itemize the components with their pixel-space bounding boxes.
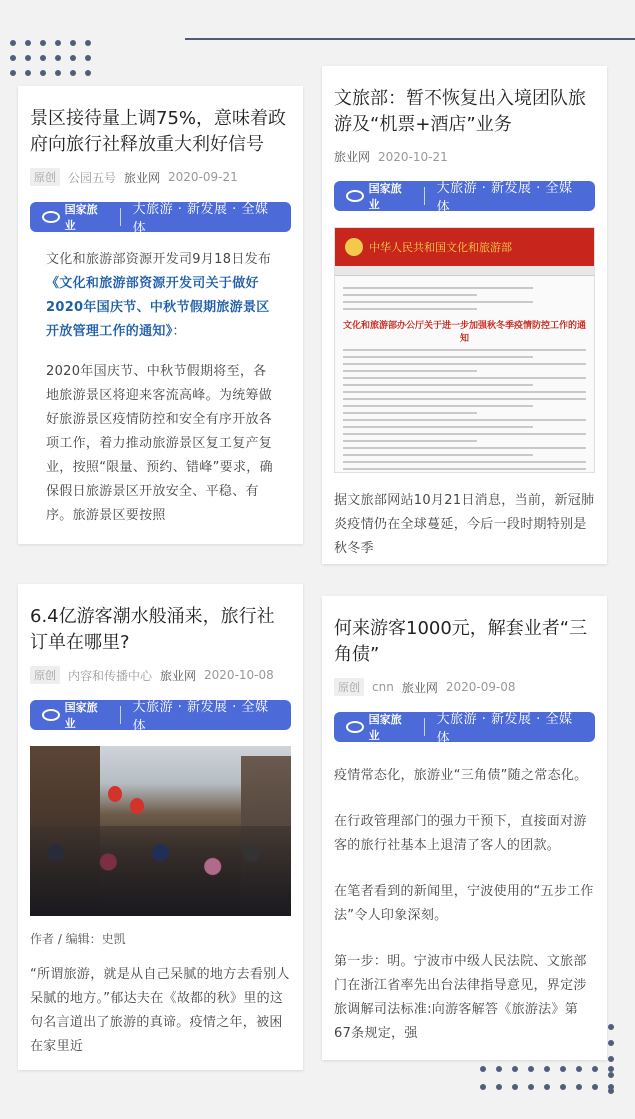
eye-logo-icon (42, 211, 60, 223)
brand-slogan: 大旅游 · 新发展 · 全媒体 (132, 700, 269, 734)
brand-banner (334, 181, 595, 215)
article-source[interactable]: 旅业网 (160, 668, 197, 683)
article-author: 公园五号 (68, 170, 117, 185)
article-paragraph: “所谓旅游，就是从自己呆腻的地方去看别人呆腻的地方。”郁达夫在《故都的秋》里的这句名言道出了旅游的真谛。疫情之年，被困在家里近 (30, 967, 290, 1054)
article-author: 内容和传播中心 (68, 668, 153, 683)
article-paragraph: 据文旅部网站10月21日消息，当前，新冠肺炎疫情仍在全球蔓延，今后一段时期特别是秋冬季 (334, 493, 595, 556)
article-source[interactable]: 旅业网 (401, 680, 438, 695)
article-byline: 作者 / 编辑：史凯 (30, 932, 126, 946)
article-author: cnn (372, 680, 394, 694)
brand-logo: 国家旅业 (42, 699, 108, 731)
article-title[interactable]: 6.4亿游客潮水般涌来，旅行社订单在哪里? (30, 606, 275, 653)
brand-banner (334, 712, 595, 746)
brand-slogan: 大旅游 · 新发展 · 全媒体 (132, 202, 269, 236)
article-meta (322, 668, 607, 696)
original-badge: 原创 (30, 666, 60, 684)
brand-logo: 国家旅业 (346, 180, 412, 212)
eye-logo-icon (346, 721, 364, 733)
eye-logo-icon (346, 190, 364, 202)
article-body (322, 764, 607, 1046)
top-divider-line (185, 38, 635, 40)
doc-title: 文化和旅游部办公厅关于进一步加强秋冬季疫情防控工作的通知 (343, 321, 587, 344)
document-screenshot-image[interactable] (334, 227, 595, 473)
banner-separator (120, 208, 121, 226)
brand-banner (30, 700, 291, 734)
article-card-3[interactable] (18, 584, 303, 1070)
article-paragraph: 在笔者看到的新闻里，宁波使用的“五步工作法”令人印象深刻。 (334, 884, 594, 923)
banner-separator (424, 718, 425, 736)
article-title[interactable]: 何来游客1000元，解套业者“三角债” (334, 618, 588, 665)
article-meta (322, 138, 607, 165)
article-meta (18, 656, 303, 684)
article-paragraph: 文化和旅游部资源开发司9月18日发布《文化和旅游部资源开发司关于做好2020年国庆节、中秋节假期旅游景区开放管理工作的通知》： (46, 252, 272, 339)
article-date: 2020-10-08 (204, 668, 274, 682)
article-paragraph: 疫情常态化，旅游业“三角债”随之常态化。 (334, 768, 588, 783)
brand-slogan: 大旅游 · 新发展 · 全媒体 (436, 712, 573, 746)
article-paragraph: 在行政管理部门的强力干预下，直接面对游客的旅行社基本上退清了客人的团款。 (334, 814, 587, 853)
brand-banner (30, 202, 291, 236)
lantern-icon (130, 798, 144, 814)
article-card-2[interactable] (322, 66, 607, 564)
ministry-header: 中华人民共和国文化和旅游部 (335, 228, 594, 266)
article-paragraph: 第一步：明。宁波市中级人民法院、文旅部门在浙江省率先出台法律指导意见，界定涉旅调解司法标准:向游客解答《旅游法》第67条规定，强 (334, 954, 587, 1041)
brand-logo: 国家旅业 (42, 201, 108, 233)
article-date: 2020-09-21 (168, 170, 238, 184)
article-paragraph: 2020年国庆节、中秋节假期将至，各地旅游景区将迎来客流高峰。为统筹做好旅游景区疫情防控和安全有序开放各项工作，着力推动旅游景区复工复产复业，按照“限量、预约、错峰”要求，确保假日旅游景区开放安全、平稳、有序。旅游景区要按照 (46, 364, 273, 523)
brand-slogan: 大旅游 · 新发展 · 全媒体 (436, 181, 573, 215)
banner-separator (424, 187, 425, 205)
banner-separator (120, 706, 121, 724)
brand-logo: 国家旅业 (346, 711, 412, 743)
notice-link[interactable]: 《文化和旅游部资源开发司关于做好2020年国庆节、中秋节假期旅游景区开放管理工作的通知》 (46, 276, 270, 339)
article-source[interactable]: 旅业网 (124, 170, 161, 185)
original-badge: 原创 (30, 168, 60, 186)
national-emblem-icon (345, 238, 363, 256)
decorative-dots-bottom-right (480, 1066, 614, 1090)
decorative-dots-top-left (10, 40, 91, 76)
article-card-4[interactable] (322, 596, 607, 1060)
article-meta (18, 158, 303, 186)
article-body (18, 963, 303, 1059)
eye-logo-icon (42, 709, 60, 721)
article-card-1[interactable] (18, 86, 303, 544)
crowded-street-photo[interactable] (30, 746, 291, 916)
article-title[interactable]: 文旅部：暂不恢复出入境团队旅游及“机票+酒店”业务 (334, 88, 586, 135)
article-date: 2020-09-08 (445, 680, 516, 694)
doc-nav-bar (335, 266, 594, 276)
original-badge: 原创 (334, 678, 364, 696)
article-body (322, 489, 607, 561)
article-source[interactable]: 旅业网 (334, 150, 371, 164)
article-title[interactable]: 景区接待量上调75%，意味着政府向旅行社释放重大利好信号 (30, 108, 287, 155)
crowd (30, 826, 291, 916)
article-body (18, 248, 303, 528)
article-date: 2020-10-21 (378, 149, 448, 164)
lantern-icon (108, 786, 122, 802)
doc-text-lines (335, 276, 594, 473)
